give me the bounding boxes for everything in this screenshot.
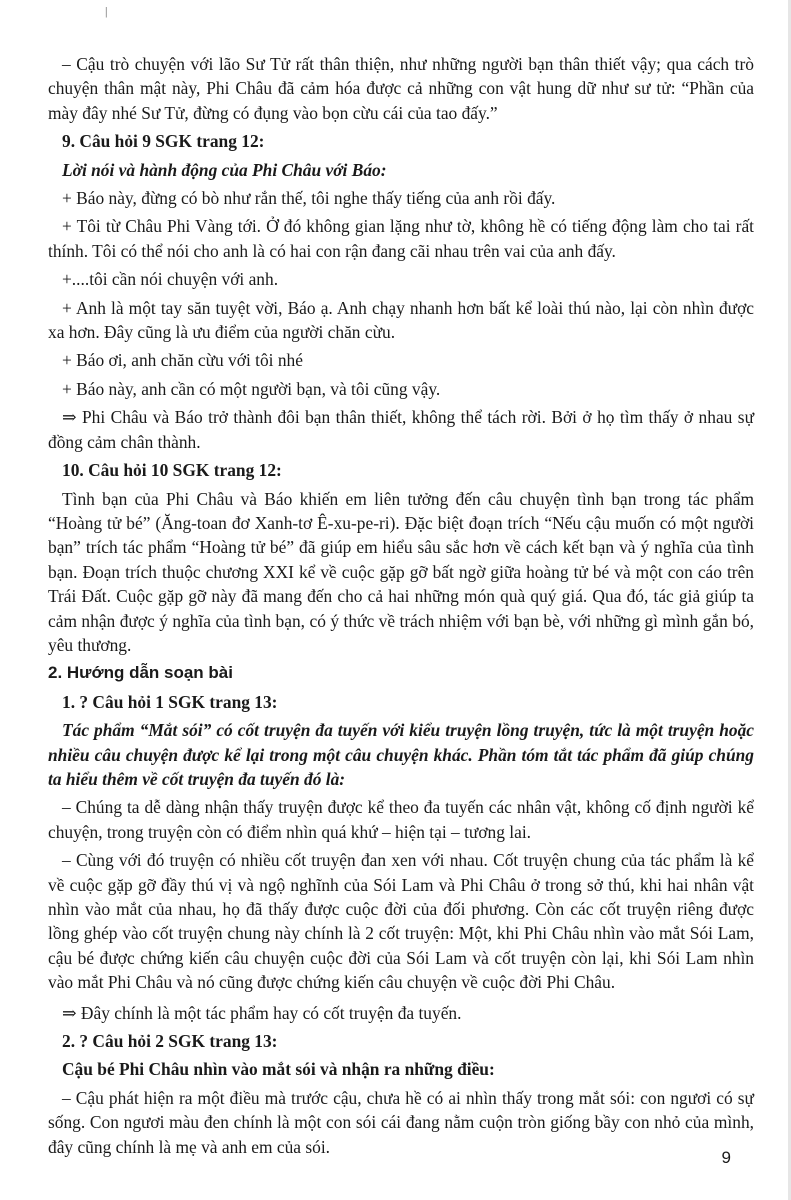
s2-q1-point-1: – Chúng ta dễ dàng nhận thấy truyện được kể theo đa tuyến các nhân vật, không cố định người kể chuyện, trong truyện còn có điểm nhìn quá khứ – hiện tại – tương lai. — [48, 797, 754, 842]
heading-q10: 10. Câu hỏi 10 SGK trang 12: — [62, 460, 282, 481]
page-content — [48, 52, 754, 1163]
paragraph-intro: – Cậu trò chuyện với lão Sư Tử rất thân thiện, như những người bạn thân thiết vậy; qua cách trò chuyện thân mật này, Phi Châu đã cảm hóa được cả những con vật hung dữ như sư tử: “Phần của mày đây nhé Sư Tử, đừng có đụng vào bọn cừu cái của tao đấy.” — [48, 54, 754, 123]
q9-conclusion: ⇒ Phi Châu và Báo trở thành đôi bạn thân thiết, không thể tách rời. Bởi ở họ tìm thấy ở nhau sự đồng cảm chân thành. — [48, 407, 754, 452]
page-number: 9 — [721, 1148, 731, 1167]
s2-q2-point-1: – Cậu phát hiện ra một điều mà trước cậu, chưa hề có ai nhìn thấy trong mắt sói: con ngươi có sự sống. Con ngươi màu đen chính là một con sói cái đang nằm cuộn tròn giống bầy con nhỏ của mình, đây cũng chính là mẹ và anh em của sói. — [48, 1087, 754, 1157]
s2-q1-lead: Tác phẩm “Mắt sói” có cốt truyện đa tuyến với kiểu truyện lồng truyện, tức là một truyện hoặc nhiều câu chuyện được kể lại trong một câu chuyện khác. Phần tóm tắt tác phẩm đã giúp chúng ta hiểu thêm về cốt truyện đa tuyến đó là: — [48, 720, 754, 789]
q9-line-1: + Báo này, đừng có bò như rắn thế, tôi nghe thấy tiếng của anh rồi đấy. — [62, 188, 556, 209]
q10-paragraph: Tình bạn của Phi Châu và Báo khiến em liên tưởng đến câu chuyện tình bạn trong tác phẩm “Hoàng tử bé” (Ăng-toan đơ Xanh-tơ Ê-xu-pe-ri). Đặc biệt đoạn trích “Nếu cậu muốn có một người bạn” trích tác phẩm “Hoàng tử bé” đã giúp em hiểu sâu sắc hơn về cách kết bạn và ý nghĩa của tình bạn. Đoạn trích thuộc chương XXI kể về cuộc gặp gỡ bất ngờ giữa hoàng tử bé và một con cáo trên Trái Đất. Cuộc gặp gỡ này đã mang đến cho cả hai những món quà quý giá. Qua đó, tác giả giúp ta cảm nhận được ý nghĩa của tình bạn, có ý thức về trách nhiệm với bạn bè, với những gì mình gắn bó, yêu thương. — [48, 488, 754, 655]
q9-line-3: +....tôi cần nói chuyện với anh. — [62, 269, 279, 290]
heading-s2-q2: 2. ? Câu hỏi 2 SGK trang 13: — [62, 1031, 278, 1052]
heading-q9: 9. Câu hỏi 9 SGK trang 12: — [62, 131, 265, 152]
section-heading-guide: 2. Hướng dẫn soạn bài — [48, 663, 233, 683]
s2-q1-conclusion: ⇒ Đây chính là một tác phẩm hay có cốt truyện đa tuyến. — [62, 1002, 462, 1023]
q9-line-2: + Tôi từ Châu Phi Vàng tới. Ở đó không gian lặng như tờ, không hề có tiếng động làm cho tai rất thính. Tôi có thể nói cho anh là có hai con rận đang cãi nhau trên vai của anh đấy. — [48, 216, 754, 261]
q9-line-5: + Báo ơi, anh chăn cừu với tôi nhé — [62, 350, 303, 371]
heading-s2-q1: 1. ? Câu hỏi 1 SGK trang 13: — [62, 691, 278, 712]
subheading-q9: Lời nói và hành động của Phi Châu với Báo: — [62, 159, 387, 180]
q9-line-6: + Báo này, anh cần có một người bạn, và tôi cũng vậy. — [62, 378, 441, 399]
s2-q2-lead: Cậu bé Phi Châu nhìn vào mắt sói và nhận ra những điều: — [62, 1059, 495, 1080]
q9-line-4: + Anh là một tay săn tuyệt vời, Báo ạ. Anh chạy nhanh hơn bất kể loài thú nào, lại còn nhìn được xa hơn. Đây cũng là ưu điểm của người chăn cừu. — [48, 297, 754, 343]
top-mark: | — [105, 4, 108, 18]
s2-q1-point-2: – Cùng với đó truyện có nhiều cốt truyện đan xen với nhau. Cốt truyện chung của tác phẩm là kể về cuộc gặp gỡ đầy thú vị và ngộ nghĩnh của Sói Lam và Phi Châu ở trong sở thú, khi hai nhân vật nhìn vào mắt của nhau, họ đã thấy được cuộc đời của đối phương. Còn các cốt truyện riêng được lồng ghép vào cốt truyện chung này chính là 2 cốt truyện: Một, khi Phi Châu nhìn vào mắt Sói Lam, cậu bé được chứng kiến câu chuyện cuộc đời của Sói Lam và cốt truyện còn lại, khi Sói Lam nhìn vào mắt Phi Châu và nó cũng được chứng kiến câu chuyện về cuộc đời Phi Châu. — [48, 850, 754, 993]
